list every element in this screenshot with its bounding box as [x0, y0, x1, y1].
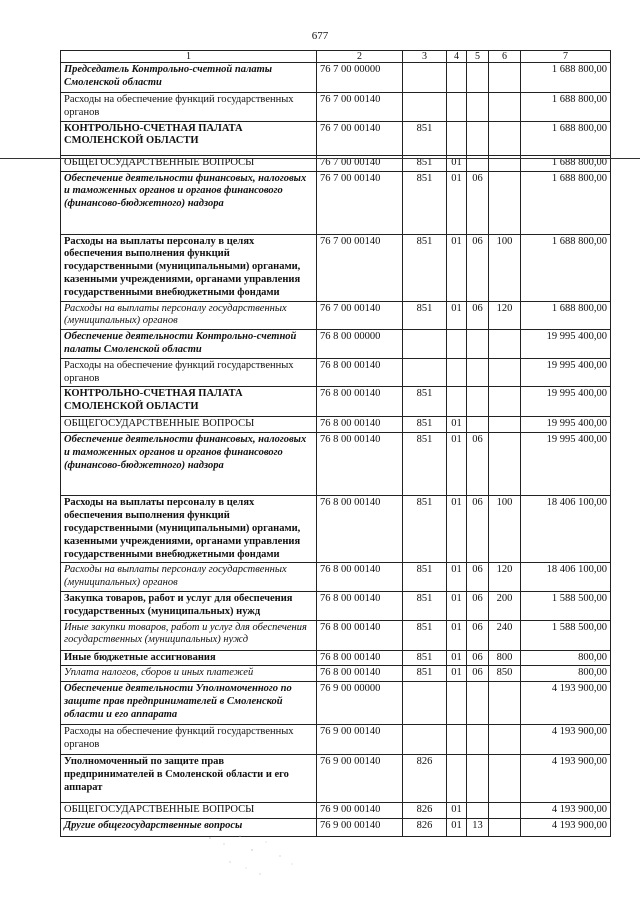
cell-name: Иные бюджетные ассигнования	[61, 650, 317, 666]
cell-amount: 800,00	[521, 666, 611, 682]
cell-section	[447, 358, 467, 387]
table-row	[61, 121, 611, 155]
cell-subsection: 06	[467, 563, 489, 592]
cell-name: ОБЩЕГОСУДАРСТВЕННЫЕ ВОПРОСЫ	[61, 417, 317, 433]
cell-code: 76 9 00 00140	[317, 725, 403, 755]
cell-admin: 851	[403, 650, 447, 666]
cell-amount: 1 588 500,00	[521, 591, 611, 620]
cell-admin: 851	[403, 666, 447, 682]
cell-amount: 800,00	[521, 650, 611, 666]
table-row	[61, 666, 611, 682]
table-row	[61, 417, 611, 433]
cell-admin: 851	[403, 620, 447, 650]
cell-section	[447, 121, 467, 155]
cell-subsection	[467, 682, 489, 725]
table-row	[61, 358, 611, 387]
cell-subsection	[467, 417, 489, 433]
cell-admin: 851	[403, 171, 447, 234]
cell-name: Расходы на выплаты персоналу государственных (муниципальных) органов	[61, 301, 317, 330]
budget-table	[60, 50, 611, 837]
cell-expense-type	[489, 387, 521, 417]
table-row	[61, 63, 611, 93]
cell-section: 01	[447, 417, 467, 433]
column-header: 3	[403, 51, 447, 63]
cell-expense-type	[489, 121, 521, 155]
cell-name: Расходы на выплаты персоналу в целях обеспечения выполнения функций государственными (муниципальными) органами, казенными учреждениями, органами управления государственными внебюджетными фондами	[61, 496, 317, 563]
table-row	[61, 330, 611, 359]
cell-subsection: 06	[467, 496, 489, 563]
cell-amount: 1 688 800,00	[521, 234, 611, 301]
cell-amount: 1 688 800,00	[521, 301, 611, 330]
cell-name: Председатель Контрольно-счетной палаты Смоленской области	[61, 63, 317, 93]
cell-amount: 1 588 500,00	[521, 620, 611, 650]
cell-admin	[403, 358, 447, 387]
column-header: 6	[489, 51, 521, 63]
cell-section: 01	[447, 666, 467, 682]
cell-name: Обеспечение деятельности Уполномоченного по защите прав предпринимателей в Смоленской области и его аппарата	[61, 682, 317, 725]
cell-name: Уплата налогов, сборов и иных платежей	[61, 666, 317, 682]
cell-expense-type: 120	[489, 301, 521, 330]
cell-admin	[403, 93, 447, 122]
cell-section	[447, 330, 467, 359]
cell-admin: 851	[403, 496, 447, 563]
cell-subsection	[467, 63, 489, 93]
table-row	[61, 234, 611, 301]
cell-admin: 851	[403, 433, 447, 496]
cell-subsection	[467, 803, 489, 819]
cell-amount: 18 406 100,00	[521, 496, 611, 563]
cell-name: Расходы на обеспечение функций государственных органов	[61, 725, 317, 755]
cell-code: 76 8 00 00140	[317, 563, 403, 592]
cell-section: 01	[447, 433, 467, 496]
table-header-row	[61, 51, 611, 63]
table-row	[61, 301, 611, 330]
cell-code: 76 8 00 00140	[317, 650, 403, 666]
cell-section: 01	[447, 155, 467, 171]
cell-subsection	[467, 358, 489, 387]
table-row	[61, 803, 611, 819]
cell-subsection: 06	[467, 234, 489, 301]
cell-expense-type	[489, 417, 521, 433]
cell-section: 01	[447, 620, 467, 650]
cell-name: Расходы на выплаты персоналу государственных (муниципальных) органов	[61, 563, 317, 592]
cell-code: 76 8 00 00140	[317, 666, 403, 682]
cell-admin: 826	[403, 819, 447, 837]
cell-expense-type	[489, 755, 521, 803]
cell-section: 01	[447, 819, 467, 837]
cell-section	[447, 682, 467, 725]
cell-subsection	[467, 93, 489, 122]
table-row	[61, 725, 611, 755]
cell-expense-type: 120	[489, 563, 521, 592]
scan-specks	[200, 830, 320, 880]
cell-code: 76 9 00 00000	[317, 682, 403, 725]
cell-expense-type: 100	[489, 234, 521, 301]
cell-code: 76 7 00 00140	[317, 121, 403, 155]
cell-section: 01	[447, 301, 467, 330]
column-header: 4	[447, 51, 467, 63]
cell-name: Закупка товаров, работ и услуг для обеспечения государственных (муниципальных) нужд	[61, 591, 317, 620]
cell-expense-type	[489, 93, 521, 122]
cell-code: 76 8 00 00140	[317, 358, 403, 387]
cell-code: 76 8 00 00140	[317, 496, 403, 563]
cell-subsection: 06	[467, 171, 489, 234]
table-row	[61, 819, 611, 837]
cell-expense-type	[489, 358, 521, 387]
cell-code: 76 9 00 00140	[317, 803, 403, 819]
cell-admin: 851	[403, 234, 447, 301]
cell-admin	[403, 330, 447, 359]
cell-expense-type: 800	[489, 650, 521, 666]
column-header: 5	[467, 51, 489, 63]
cell-amount: 19 995 400,00	[521, 387, 611, 417]
cell-subsection	[467, 755, 489, 803]
cell-section: 01	[447, 234, 467, 301]
cell-code: 76 7 00 00000	[317, 63, 403, 93]
page-number: 677	[311, 30, 329, 42]
cell-code: 76 9 00 00140	[317, 819, 403, 837]
cell-amount: 1 688 800,00	[521, 93, 611, 122]
cell-amount: 4 193 900,00	[521, 755, 611, 803]
cell-section	[447, 755, 467, 803]
cell-amount: 1 688 800,00	[521, 155, 611, 171]
cell-section: 01	[447, 591, 467, 620]
cell-expense-type	[489, 803, 521, 819]
table-row	[61, 620, 611, 650]
cell-code: 76 9 00 00140	[317, 755, 403, 803]
cell-expense-type: 240	[489, 620, 521, 650]
table-row	[61, 93, 611, 122]
cell-subsection: 06	[467, 591, 489, 620]
cell-admin: 851	[403, 563, 447, 592]
cell-section	[447, 387, 467, 417]
cell-name: Обеспечение деятельности финансовых, налоговых и таможенных органов и органов финансового (финансово-бюджетного) надзора	[61, 171, 317, 234]
cell-section	[447, 63, 467, 93]
cell-amount: 1 688 800,00	[521, 63, 611, 93]
cell-subsection	[467, 387, 489, 417]
cell-admin: 851	[403, 155, 447, 171]
cell-code: 76 8 00 00140	[317, 387, 403, 417]
column-header: 7	[521, 51, 611, 63]
table-row	[61, 171, 611, 234]
cell-amount: 4 193 900,00	[521, 819, 611, 837]
cell-subsection	[467, 121, 489, 155]
table-row	[61, 387, 611, 417]
table-row	[61, 682, 611, 725]
cell-amount: 19 995 400,00	[521, 417, 611, 433]
cell-amount: 1 688 800,00	[521, 121, 611, 155]
cell-admin: 851	[403, 591, 447, 620]
scan-ruling-line	[0, 158, 640, 159]
cell-admin: 851	[403, 387, 447, 417]
column-header: 1	[61, 51, 317, 63]
cell-section: 01	[447, 650, 467, 666]
cell-section: 01	[447, 563, 467, 592]
cell-name: Обеспечение деятельности Контрольно-счетной палаты Смоленской области	[61, 330, 317, 359]
cell-code: 76 8 00 00140	[317, 417, 403, 433]
cell-subsection: 06	[467, 650, 489, 666]
cell-subsection: 06	[467, 301, 489, 330]
cell-subsection: 13	[467, 819, 489, 837]
cell-expense-type	[489, 819, 521, 837]
table-row	[61, 591, 611, 620]
cell-expense-type: 850	[489, 666, 521, 682]
table-row	[61, 433, 611, 496]
cell-section: 01	[447, 171, 467, 234]
cell-admin	[403, 63, 447, 93]
cell-amount: 4 193 900,00	[521, 682, 611, 725]
cell-amount: 19 995 400,00	[521, 330, 611, 359]
column-header: 2	[317, 51, 403, 63]
cell-subsection: 06	[467, 666, 489, 682]
cell-admin: 851	[403, 301, 447, 330]
cell-admin: 826	[403, 755, 447, 803]
cell-subsection: 06	[467, 433, 489, 496]
cell-admin	[403, 682, 447, 725]
cell-code: 76 8 00 00140	[317, 433, 403, 496]
cell-expense-type	[489, 63, 521, 93]
cell-admin: 826	[403, 803, 447, 819]
cell-code: 76 7 00 00140	[317, 301, 403, 330]
cell-name: КОНТРОЛЬНО-СЧЕТНАЯ ПАЛАТА СМОЛЕНСКОЙ ОБЛАСТИ	[61, 387, 317, 417]
cell-code: 76 8 00 00140	[317, 620, 403, 650]
cell-amount: 18 406 100,00	[521, 563, 611, 592]
table-row	[61, 496, 611, 563]
cell-admin	[403, 725, 447, 755]
cell-expense-type: 200	[489, 591, 521, 620]
cell-code: 76 7 00 00140	[317, 93, 403, 122]
cell-amount: 4 193 900,00	[521, 725, 611, 755]
cell-code: 76 8 00 00140	[317, 591, 403, 620]
cell-name: КОНТРОЛЬНО-СЧЕТНАЯ ПАЛАТА СМОЛЕНСКОЙ ОБЛАСТИ	[61, 121, 317, 155]
cell-subsection	[467, 725, 489, 755]
cell-expense-type	[489, 682, 521, 725]
cell-section	[447, 93, 467, 122]
cell-amount: 19 995 400,00	[521, 433, 611, 496]
cell-section: 01	[447, 496, 467, 563]
cell-name: Расходы на обеспечение функций государственных органов	[61, 358, 317, 387]
table-row	[61, 650, 611, 666]
cell-name: Расходы на обеспечение функций государственных органов	[61, 93, 317, 122]
cell-subsection: 06	[467, 620, 489, 650]
cell-name: Уполномоченный по защите прав предпринимателей в Смоленской области и его аппарат	[61, 755, 317, 803]
cell-name: ОБЩЕГОСУДАРСТВЕННЫЕ ВОПРОСЫ	[61, 803, 317, 819]
cell-admin: 851	[403, 121, 447, 155]
cell-code: 76 7 00 00140	[317, 155, 403, 171]
cell-code: 76 7 00 00140	[317, 171, 403, 234]
cell-section	[447, 725, 467, 755]
table-row	[61, 755, 611, 803]
cell-section: 01	[447, 803, 467, 819]
cell-amount: 19 995 400,00	[521, 358, 611, 387]
cell-expense-type	[489, 330, 521, 359]
cell-name: ОБЩЕГОСУДАРСТВЕННЫЕ ВОПРОСЫ	[61, 155, 317, 171]
cell-name: Обеспечение деятельности финансовых, налоговых и таможенных органов и органов финансового (финансово-бюджетного) надзора	[61, 433, 317, 496]
cell-name: Расходы на выплаты персоналу в целях обеспечения выполнения функций государственными (муниципальными) органами, казенными учреждениями, органами управления государственными внебюджетными фондами	[61, 234, 317, 301]
table-row	[61, 563, 611, 592]
cell-subsection	[467, 330, 489, 359]
cell-name: Иные закупки товаров, работ и услуг для обеспечения государственных (муниципальных) нужд	[61, 620, 317, 650]
cell-expense-type	[489, 171, 521, 234]
cell-name: Другие общегосударственные вопросы	[61, 819, 317, 837]
cell-code: 76 7 00 00140	[317, 234, 403, 301]
cell-expense-type	[489, 433, 521, 496]
cell-amount: 1 688 800,00	[521, 171, 611, 234]
cell-amount: 4 193 900,00	[521, 803, 611, 819]
cell-expense-type	[489, 725, 521, 755]
cell-code: 76 8 00 00000	[317, 330, 403, 359]
cell-admin: 851	[403, 417, 447, 433]
cell-expense-type: 100	[489, 496, 521, 563]
